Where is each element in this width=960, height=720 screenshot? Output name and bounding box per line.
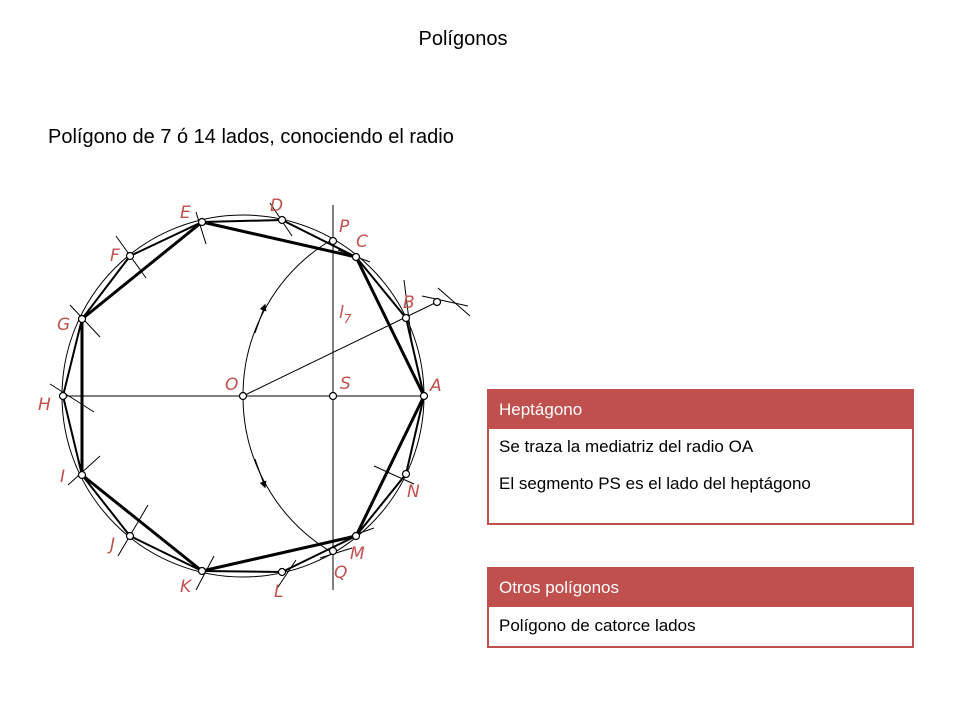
label-point-b: B — [403, 293, 415, 313]
label-point-g: G — [57, 315, 71, 335]
label-point-q: Q — [334, 563, 348, 583]
label-point-s: S — [340, 374, 351, 394]
diagram-subtitle: Polígono de 7 ó 14 lados, conociendo el radio — [48, 126, 454, 148]
arc-arrow-upper — [255, 305, 265, 333]
heptagon-step-1: Se traza la mediatriz del radio OA — [499, 437, 754, 456]
label-point-i: I — [60, 467, 66, 487]
heptagon-panel-title: Heptágono — [489, 391, 912, 429]
label-point-o: O — [225, 375, 239, 395]
label-l7-sub: 7 — [343, 312, 352, 326]
label-point-d: D — [270, 196, 284, 216]
label-point-j: J — [110, 535, 116, 555]
heptagon-step-2: El segmento PS es el lado del heptágono — [499, 474, 811, 493]
label-point-m: M — [350, 544, 365, 564]
label-point-k: K — [180, 577, 192, 597]
label-side-l7 — [339, 303, 352, 326]
label-point-p: P — [339, 217, 350, 237]
page-title: Polígonos — [418, 28, 508, 50]
other-polygons-item: Polígono de catorce lados — [499, 616, 696, 635]
label-point-h: H — [38, 395, 51, 415]
heptagon-info-panel — [487, 389, 914, 525]
label-l7-base: l — [339, 303, 344, 323]
label-point-l: L — [274, 582, 284, 602]
arc-arrow-lower — [255, 459, 265, 487]
label-point-f: F — [110, 246, 120, 266]
label-point-n: N — [407, 482, 420, 502]
construction-arc-upper — [243, 239, 333, 396]
other-polygons-panel — [487, 567, 914, 648]
label-point-c: C — [356, 232, 368, 252]
label-point-e: E — [180, 203, 191, 223]
construction-arc-lower — [243, 396, 333, 553]
other-polygons-title: Otros polígonos — [489, 569, 912, 607]
label-point-a: A — [430, 376, 442, 396]
